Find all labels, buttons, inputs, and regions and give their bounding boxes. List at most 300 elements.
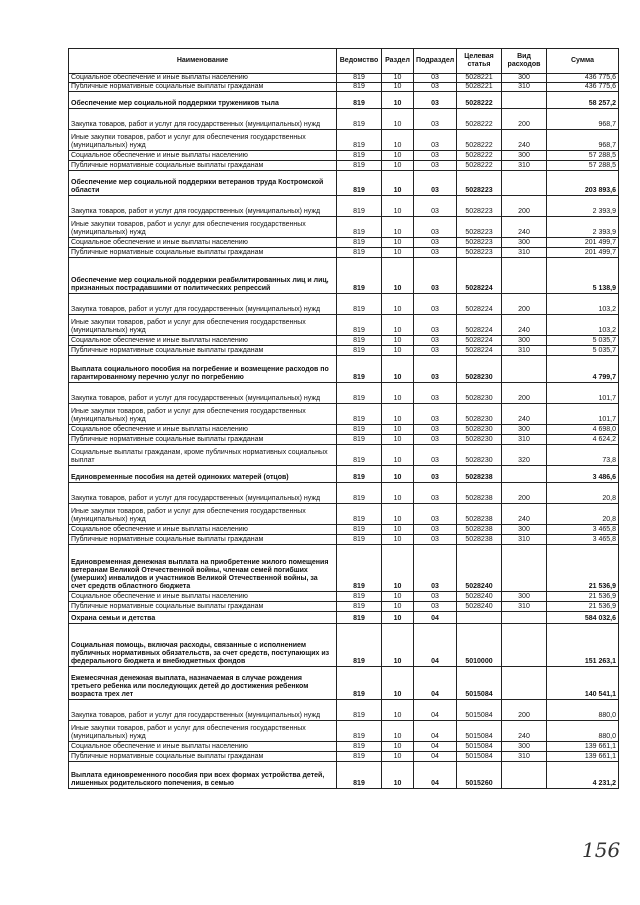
cell-vedomstvo: 819 [337, 545, 382, 592]
cell-summa: 103,2 [547, 294, 619, 315]
cell-razdel: 10 [382, 667, 414, 700]
header-razdel: Раздел [382, 49, 414, 74]
cell-summa: 5 035,7 [547, 346, 619, 356]
cell-vid-rashodov [502, 762, 547, 789]
cell-razdel: 10 [382, 346, 414, 356]
table-row [69, 721, 619, 742]
cell-summa: 880,0 [547, 721, 619, 742]
cell-razdel: 10 [382, 752, 414, 762]
cell-vid-rashodov: 200 [502, 196, 547, 217]
cell-razdel: 10 [382, 238, 414, 248]
cell-summa: 140 541,1 [547, 667, 619, 700]
cell-celevaya-statya: 5028224 [457, 315, 502, 336]
cell-podrazdel: 03 [414, 383, 457, 404]
cell-vedomstvo: 819 [337, 346, 382, 356]
cell-name: Социальное обеспечение и иные выплаты населению [69, 592, 337, 602]
cell-vid-rashodov: 240 [502, 404, 547, 425]
table-row [69, 74, 619, 83]
header-summa: Сумма [547, 49, 619, 74]
cell-name: Публичные нормативные социальные выплаты гражданам [69, 602, 337, 612]
cell-razdel: 10 [382, 612, 414, 624]
cell-podrazdel: 03 [414, 151, 457, 161]
table-row [69, 109, 619, 130]
cell-podrazdel: 04 [414, 721, 457, 742]
cell-summa: 4 624,2 [547, 435, 619, 445]
cell-razdel: 10 [382, 525, 414, 535]
cell-podrazdel: 03 [414, 336, 457, 346]
cell-vedomstvo: 819 [337, 161, 382, 171]
table-row [69, 483, 619, 504]
cell-summa: 101,7 [547, 404, 619, 425]
cell-vedomstvo: 819 [337, 624, 382, 667]
table-row [69, 171, 619, 196]
cell-razdel: 10 [382, 483, 414, 504]
cell-podrazdel: 03 [414, 483, 457, 504]
cell-vid-rashodov: 310 [502, 83, 547, 92]
cell-razdel: 10 [382, 74, 414, 83]
cell-razdel: 10 [382, 545, 414, 592]
cell-podrazdel: 03 [414, 294, 457, 315]
table-row [69, 624, 619, 667]
cell-vid-rashodov: 310 [502, 535, 547, 545]
cell-celevaya-statya: 5028238 [457, 466, 502, 483]
cell-name: Социальное обеспечение и иные выплаты населению [69, 425, 337, 435]
cell-vedomstvo: 819 [337, 336, 382, 346]
cell-celevaya-statya: 5028230 [457, 435, 502, 445]
table-row [69, 346, 619, 356]
cell-summa: 4 799,7 [547, 356, 619, 383]
cell-name: Публичные нормативные социальные выплаты гражданам [69, 535, 337, 545]
cell-name: Публичные нормативные социальные выплаты гражданам [69, 346, 337, 356]
header-vedomstvo: Ведомство [337, 49, 382, 74]
cell-name: Иные закупки товаров, работ и услуг для обеспечения государственных (муниципальных) нужд [69, 130, 337, 151]
cell-razdel: 10 [382, 248, 414, 258]
cell-vid-rashodov [502, 667, 547, 700]
cell-celevaya-statya: 5028223 [457, 238, 502, 248]
cell-vedomstvo: 819 [337, 171, 382, 196]
cell-razdel: 10 [382, 445, 414, 466]
cell-razdel: 10 [382, 151, 414, 161]
cell-podrazdel: 04 [414, 667, 457, 700]
cell-podrazdel: 03 [414, 109, 457, 130]
cell-razdel: 10 [382, 294, 414, 315]
cell-vid-rashodov: 240 [502, 315, 547, 336]
table-row [69, 248, 619, 258]
cell-name: Охрана семьи и детства [69, 612, 337, 624]
cell-summa: 201 499,7 [547, 238, 619, 248]
cell-razdel: 10 [382, 762, 414, 789]
cell-summa: 139 661,1 [547, 752, 619, 762]
cell-podrazdel: 03 [414, 196, 457, 217]
cell-celevaya-statya: 5028223 [457, 171, 502, 196]
table-row [69, 151, 619, 161]
cell-vedomstvo: 819 [337, 196, 382, 217]
table-row [69, 525, 619, 535]
cell-name: Социальное обеспечение и иные выплаты населению [69, 525, 337, 535]
header-row [69, 49, 619, 74]
cell-razdel: 10 [382, 315, 414, 336]
cell-celevaya-statya: 5015084 [457, 752, 502, 762]
cell-celevaya-statya: 5028240 [457, 545, 502, 592]
cell-vedomstvo: 819 [337, 752, 382, 762]
cell-name: Социальное обеспечение и иные выплаты населению [69, 238, 337, 248]
cell-name: Закупка товаров, работ и услуг для государственных (муниципальных) нужд [69, 483, 337, 504]
cell-podrazdel: 03 [414, 248, 457, 258]
cell-vedomstvo: 819 [337, 315, 382, 336]
cell-summa: 3 465,8 [547, 525, 619, 535]
cell-vedomstvo: 819 [337, 667, 382, 700]
cell-celevaya-statya: 5028222 [457, 109, 502, 130]
cell-summa: 2 393,9 [547, 217, 619, 238]
cell-vedomstvo: 819 [337, 248, 382, 258]
cell-vid-rashodov: 310 [502, 346, 547, 356]
cell-podrazdel: 03 [414, 545, 457, 592]
cell-name: Закупка товаров, работ и услуг для государственных (муниципальных) нужд [69, 700, 337, 721]
page-number: 156 [582, 838, 621, 862]
cell-vedomstvo: 819 [337, 258, 382, 294]
cell-summa: 20,8 [547, 483, 619, 504]
cell-razdel: 10 [382, 721, 414, 742]
cell-name: Публичные нормативные социальные выплаты гражданам [69, 435, 337, 445]
table-row [69, 425, 619, 435]
cell-vid-rashodov: 310 [502, 248, 547, 258]
table-row [69, 435, 619, 445]
cell-podrazdel: 03 [414, 425, 457, 435]
cell-celevaya-statya: 5028240 [457, 592, 502, 602]
cell-name: Иные закупки товаров, работ и услуг для обеспечения государственных (муниципальных) нужд [69, 217, 337, 238]
cell-celevaya-statya: 5028222 [457, 151, 502, 161]
cell-vedomstvo: 819 [337, 83, 382, 92]
cell-celevaya-statya: 5028222 [457, 161, 502, 171]
cell-celevaya-statya: 5028238 [457, 504, 502, 525]
cell-vid-rashodov: 200 [502, 483, 547, 504]
cell-summa: 73,8 [547, 445, 619, 466]
cell-name: Социальное обеспечение и иные выплаты населению [69, 74, 337, 83]
table-row [69, 602, 619, 612]
cell-vedomstvo: 819 [337, 504, 382, 525]
cell-name: Иные закупки товаров, работ и услуг для обеспечения государственных (муниципальных) нужд [69, 404, 337, 425]
cell-celevaya-statya: 5028230 [457, 425, 502, 435]
cell-name: Социальное обеспечение и иные выплаты населению [69, 742, 337, 752]
cell-vedomstvo: 819 [337, 151, 382, 161]
cell-name: Иные закупки товаров, работ и услуг для обеспечения государственных (муниципальных) нужд [69, 721, 337, 742]
cell-vedomstvo: 819 [337, 130, 382, 151]
cell-podrazdel: 03 [414, 315, 457, 336]
cell-summa: 57 288,5 [547, 161, 619, 171]
cell-celevaya-statya: 5028222 [457, 92, 502, 109]
cell-celevaya-statya: 5028238 [457, 525, 502, 535]
cell-razdel: 10 [382, 356, 414, 383]
cell-podrazdel: 04 [414, 762, 457, 789]
cell-vid-rashodov: 240 [502, 217, 547, 238]
table-row [69, 356, 619, 383]
cell-podrazdel: 03 [414, 74, 457, 83]
cell-razdel: 10 [382, 258, 414, 294]
cell-vedomstvo: 819 [337, 238, 382, 248]
table-row [69, 130, 619, 151]
cell-vedomstvo: 819 [337, 425, 382, 435]
cell-razdel: 10 [382, 217, 414, 238]
cell-vid-rashodov [502, 92, 547, 109]
table-row [69, 383, 619, 404]
cell-podrazdel: 03 [414, 445, 457, 466]
cell-vid-rashodov: 300 [502, 425, 547, 435]
cell-razdel: 10 [382, 130, 414, 151]
cell-vid-rashodov: 300 [502, 742, 547, 752]
table-row [69, 545, 619, 592]
cell-name: Социальная помощь, включая расходы, связанные с исполнением публичных нормативных обязательств, за счет средств, поступающих из федерального бюджета и внебюджетных фондов [69, 624, 337, 667]
table-row [69, 612, 619, 624]
cell-podrazdel: 03 [414, 258, 457, 294]
cell-summa: 203 893,6 [547, 171, 619, 196]
cell-podrazdel: 04 [414, 612, 457, 624]
cell-summa: 201 499,7 [547, 248, 619, 258]
cell-vedomstvo: 819 [337, 525, 382, 535]
cell-vid-rashodov: 200 [502, 700, 547, 721]
cell-podrazdel: 03 [414, 171, 457, 196]
cell-celevaya-statya: 5015084 [457, 742, 502, 752]
cell-celevaya-statya: 5028224 [457, 346, 502, 356]
cell-vid-rashodov [502, 356, 547, 383]
cell-celevaya-statya: 5010000 [457, 624, 502, 667]
cell-summa: 21 536,9 [547, 602, 619, 612]
cell-vedomstvo: 819 [337, 700, 382, 721]
cell-summa: 151 263,1 [547, 624, 619, 667]
cell-podrazdel: 03 [414, 130, 457, 151]
table-row [69, 762, 619, 789]
cell-podrazdel: 03 [414, 435, 457, 445]
cell-razdel: 10 [382, 602, 414, 612]
cell-podrazdel: 04 [414, 752, 457, 762]
cell-podrazdel: 04 [414, 742, 457, 752]
cell-vid-rashodov [502, 612, 547, 624]
cell-vedomstvo: 819 [337, 592, 382, 602]
cell-name: Единовременная денежная выплата на приобретение жилого помещения ветеранам Великой Отечественной войны, членам семей погибших (умерших) инвалидов и участников Великой Отечественной войны, за счет средств областного бюджета [69, 545, 337, 592]
cell-celevaya-statya: 5015084 [457, 700, 502, 721]
cell-name: Социальное обеспечение и иные выплаты населению [69, 151, 337, 161]
cell-vid-rashodov: 300 [502, 74, 547, 83]
cell-name: Социальные выплаты гражданам, кроме публичных нормативных социальных выплат [69, 445, 337, 466]
cell-summa: 436 775,6 [547, 74, 619, 83]
cell-summa: 968,7 [547, 130, 619, 151]
cell-vedomstvo: 819 [337, 109, 382, 130]
cell-vid-rashodov: 310 [502, 435, 547, 445]
cell-name: Обеспечение мер социальной поддержки ветеранов труда Костромской области [69, 171, 337, 196]
cell-vedomstvo: 819 [337, 742, 382, 752]
cell-celevaya-statya: 5028224 [457, 336, 502, 346]
cell-vedomstvo: 819 [337, 404, 382, 425]
cell-celevaya-statya: 5028223 [457, 196, 502, 217]
cell-summa: 436 775,6 [547, 83, 619, 92]
cell-name: Публичные нормативные социальные выплаты гражданам [69, 83, 337, 92]
cell-vid-rashodov: 240 [502, 130, 547, 151]
cell-razdel: 10 [382, 504, 414, 525]
table-row [69, 535, 619, 545]
cell-vedomstvo: 819 [337, 92, 382, 109]
cell-razdel: 10 [382, 435, 414, 445]
cell-name: Публичные нормативные социальные выплаты гражданам [69, 161, 337, 171]
cell-vedomstvo: 819 [337, 435, 382, 445]
cell-celevaya-statya: 5028222 [457, 130, 502, 151]
cell-vid-rashodov [502, 624, 547, 667]
cell-summa: 880,0 [547, 700, 619, 721]
table-row [69, 504, 619, 525]
cell-vid-rashodov [502, 545, 547, 592]
cell-vedomstvo: 819 [337, 762, 382, 789]
cell-name: Закупка товаров, работ и услуг для государственных (муниципальных) нужд [69, 294, 337, 315]
cell-celevaya-statya: 5028223 [457, 248, 502, 258]
cell-name: Ежемесячная денежная выплата, назначаемая в случае рождения третьего ребенка или последующих детей до достижения ребенком возраста трех лет [69, 667, 337, 700]
header-name: Наименование [69, 49, 337, 74]
table-row [69, 294, 619, 315]
cell-vedomstvo: 819 [337, 294, 382, 315]
cell-vid-rashodov: 300 [502, 525, 547, 535]
cell-name: Выплата социального пособия на погребение и возмещение расходов по гарантированному перечню услуг по погребению [69, 356, 337, 383]
cell-vid-rashodov: 300 [502, 336, 547, 346]
cell-summa: 20,8 [547, 504, 619, 525]
cell-podrazdel: 03 [414, 238, 457, 248]
cell-name: Социальное обеспечение и иные выплаты населению [69, 336, 337, 346]
cell-summa: 2 393,9 [547, 196, 619, 217]
cell-razdel: 10 [382, 83, 414, 92]
cell-vid-rashodov: 300 [502, 238, 547, 248]
cell-vedomstvo: 819 [337, 466, 382, 483]
cell-podrazdel: 03 [414, 217, 457, 238]
cell-celevaya-statya: 5028238 [457, 535, 502, 545]
table-row [69, 315, 619, 336]
cell-vedomstvo: 819 [337, 217, 382, 238]
cell-razdel: 10 [382, 161, 414, 171]
cell-name: Обеспечение мер социальной поддержки реабилитированных лиц и лиц, признанных пострадавшими от политических репрессий [69, 258, 337, 294]
cell-podrazdel: 03 [414, 525, 457, 535]
cell-name: Единовременные пособия на детей одиноких матерей (отцов) [69, 466, 337, 483]
cell-name: Закупка товаров, работ и услуг для государственных (муниципальных) нужд [69, 196, 337, 217]
table-row [69, 258, 619, 294]
cell-podrazdel: 04 [414, 624, 457, 667]
cell-vedomstvo: 819 [337, 602, 382, 612]
cell-podrazdel: 03 [414, 592, 457, 602]
cell-celevaya-statya: 5028224 [457, 258, 502, 294]
cell-summa: 58 257,2 [547, 92, 619, 109]
cell-summa: 57 288,5 [547, 151, 619, 161]
cell-vid-rashodov [502, 258, 547, 294]
cell-vid-rashodov: 300 [502, 592, 547, 602]
cell-celevaya-statya: 5015084 [457, 667, 502, 700]
table-row [69, 336, 619, 346]
cell-vid-rashodov: 310 [502, 752, 547, 762]
cell-celevaya-statya [457, 612, 502, 624]
cell-podrazdel: 03 [414, 535, 457, 545]
cell-summa: 21 536,9 [547, 545, 619, 592]
cell-celevaya-statya: 5028230 [457, 404, 502, 425]
cell-razdel: 10 [382, 425, 414, 435]
cell-razdel: 10 [382, 700, 414, 721]
cell-podrazdel: 03 [414, 161, 457, 171]
cell-razdel: 10 [382, 196, 414, 217]
cell-summa: 139 661,1 [547, 742, 619, 752]
cell-podrazdel: 03 [414, 346, 457, 356]
cell-summa: 4 231,2 [547, 762, 619, 789]
cell-vid-rashodov: 310 [502, 161, 547, 171]
cell-podrazdel: 03 [414, 466, 457, 483]
cell-podrazdel: 03 [414, 92, 457, 109]
table-row [69, 466, 619, 483]
cell-razdel: 10 [382, 109, 414, 130]
table-row [69, 196, 619, 217]
cell-name: Закупка товаров, работ и услуг для государственных (муниципальных) нужд [69, 109, 337, 130]
cell-vid-rashodov: 200 [502, 109, 547, 130]
cell-vid-rashodov: 320 [502, 445, 547, 466]
cell-celevaya-statya: 5015260 [457, 762, 502, 789]
cell-summa: 3 465,8 [547, 535, 619, 545]
cell-name: Иные закупки товаров, работ и услуг для обеспечения государственных (муниципальных) нужд [69, 315, 337, 336]
cell-vid-rashodov [502, 171, 547, 196]
cell-celevaya-statya: 5028238 [457, 483, 502, 504]
cell-razdel: 10 [382, 171, 414, 196]
cell-celevaya-statya: 5028221 [457, 74, 502, 83]
cell-summa: 5 138,9 [547, 258, 619, 294]
cell-name: Иные закупки товаров, работ и услуг для обеспечения государственных (муниципальных) нужд [69, 504, 337, 525]
cell-vid-rashodov: 240 [502, 504, 547, 525]
cell-vid-rashodov: 200 [502, 294, 547, 315]
cell-celevaya-statya: 5028230 [457, 383, 502, 404]
budget-table [68, 48, 619, 789]
table-row [69, 667, 619, 700]
cell-celevaya-statya: 5028221 [457, 83, 502, 92]
cell-celevaya-statya: 5028230 [457, 356, 502, 383]
cell-podrazdel: 03 [414, 504, 457, 525]
cell-celevaya-statya: 5028240 [457, 602, 502, 612]
table-row [69, 217, 619, 238]
cell-vid-rashodov: 240 [502, 721, 547, 742]
header-vid-rashodov: Вид расходов [502, 49, 547, 74]
cell-summa: 968,7 [547, 109, 619, 130]
table-row [69, 161, 619, 171]
cell-vedomstvo: 819 [337, 612, 382, 624]
cell-vid-rashodov: 310 [502, 602, 547, 612]
cell-celevaya-statya: 5028224 [457, 294, 502, 315]
cell-podrazdel: 03 [414, 83, 457, 92]
cell-razdel: 10 [382, 624, 414, 667]
cell-vedomstvo: 819 [337, 383, 382, 404]
cell-vid-rashodov: 300 [502, 151, 547, 161]
cell-razdel: 10 [382, 383, 414, 404]
cell-razdel: 10 [382, 466, 414, 483]
cell-summa: 103,2 [547, 315, 619, 336]
cell-summa: 101,7 [547, 383, 619, 404]
cell-name: Закупка товаров, работ и услуг для государственных (муниципальных) нужд [69, 383, 337, 404]
cell-podrazdel: 03 [414, 404, 457, 425]
cell-celevaya-statya: 5015084 [457, 721, 502, 742]
cell-podrazdel: 03 [414, 602, 457, 612]
table-row [69, 752, 619, 762]
table-row [69, 445, 619, 466]
cell-razdel: 10 [382, 92, 414, 109]
cell-summa: 21 536,9 [547, 592, 619, 602]
cell-name: Обеспечение мер социальной поддержки тружеников тыла [69, 92, 337, 109]
cell-summa: 5 035,7 [547, 336, 619, 346]
table-row [69, 404, 619, 425]
table-row [69, 700, 619, 721]
cell-razdel: 10 [382, 336, 414, 346]
cell-summa: 584 032,6 [547, 612, 619, 624]
cell-podrazdel: 03 [414, 356, 457, 383]
cell-summa: 3 486,6 [547, 466, 619, 483]
cell-vedomstvo: 819 [337, 356, 382, 383]
cell-summa: 4 698,0 [547, 425, 619, 435]
table-row [69, 238, 619, 248]
header-podrazdel: Подраздел [414, 49, 457, 74]
